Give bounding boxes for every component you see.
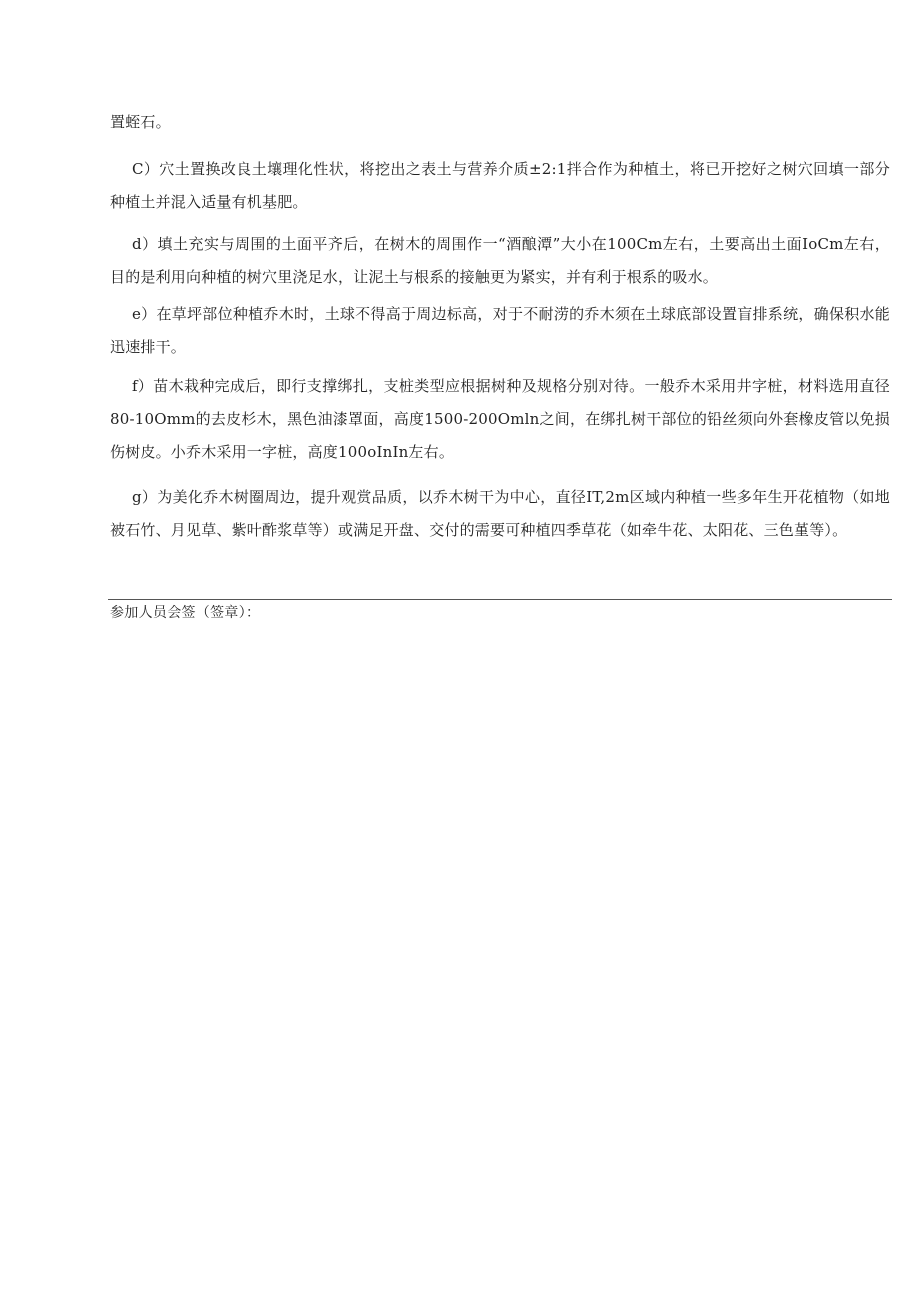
paragraph-d: d）填土充实与周围的土面平齐后，在树木的周围作一“酒酿潭”大小在100Cm左右，土要高出土面IoCm左右，目的是利用向种植的树穴里浇足水，让泥土与根系的接触更为紧实，并有利于根系的吸水。 <box>110 235 890 286</box>
paragraph-f: f）苗木栽种完成后，即行支撑绑扎，支桩类型应根据树种及规格分别对待。一般乔木采用井字桩，材料选用直径80-10Omm的去皮杉木，黑色油漆罩面，高度1500-200Omln之间，在绑扎树干部位的铅丝须向外套橡皮管以免损伤树皮。小乔木采用一字桩，高度100oInIn左右。 <box>110 377 890 461</box>
paragraph-continuation: 置蛭石。 <box>110 113 171 131</box>
signature-label: 参加人员会签（签章）： <box>110 605 261 621</box>
paragraph-e: e）在草坪部位种植乔木时，土球不得高于周边标高，对于不耐涝的乔木须在土球底部设置盲排系统，确保积水能迅速排干。 <box>110 305 890 356</box>
paragraph-g: g）为美化乔木树圈周边，提升观赏品质，以乔木树干为中心，直径IT,2m区域内种植一些多年生开花植物（如地被石竹、月见草、紫叶酢浆草等）或满足开盘、交付的需要可种植四季草花（如牵牛花、太阳花、三色堇等）。 <box>110 488 890 539</box>
paragraph-c: C）穴土置换改良土壤理化性状，将挖出之表土与营养介质±2:1拌合作为种植土，将已开挖好之树穴回填一部分种植土并混入适量有机基肥。 <box>110 160 890 211</box>
